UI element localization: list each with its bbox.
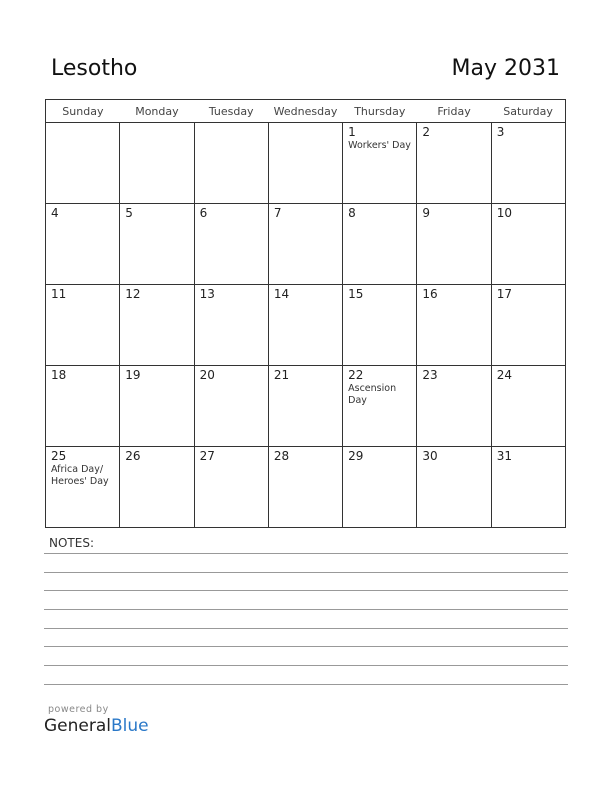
day-cell bbox=[46, 366, 120, 447]
day-cell bbox=[268, 204, 342, 285]
weekday-tuesday: Tuesday bbox=[194, 100, 268, 123]
holiday-label: Ascension Day bbox=[348, 383, 397, 406]
weekday-friday: Friday bbox=[417, 100, 491, 123]
day-number: 16 bbox=[422, 287, 438, 301]
day-cell bbox=[343, 447, 417, 528]
day-cell bbox=[194, 447, 268, 528]
note-line bbox=[44, 665, 568, 666]
day-number: 23 bbox=[422, 368, 438, 382]
day-cell bbox=[120, 447, 194, 528]
brand-name bbox=[44, 716, 149, 736]
week-row bbox=[46, 447, 566, 528]
day-cell bbox=[343, 285, 417, 366]
week-row bbox=[46, 366, 566, 447]
day-cell bbox=[194, 204, 268, 285]
day-cell bbox=[491, 204, 565, 285]
day-number: 24 bbox=[496, 368, 512, 382]
empty-day-cell bbox=[120, 123, 194, 204]
day-cell bbox=[417, 285, 491, 366]
day-cell bbox=[343, 123, 417, 204]
holiday-label: Africa Day/ Heroes' Day bbox=[51, 464, 109, 487]
day-cell bbox=[417, 366, 491, 447]
day-number: 13 bbox=[199, 287, 215, 301]
day-number: 26 bbox=[125, 449, 141, 463]
day-cell bbox=[417, 123, 491, 204]
empty-day-cell bbox=[194, 123, 268, 204]
weekday-saturday: Saturday bbox=[491, 100, 565, 123]
day-cell bbox=[120, 366, 194, 447]
weekday-thursday: Thursday bbox=[343, 100, 417, 123]
day-number: 8 bbox=[348, 206, 356, 220]
weekday-wednesday: Wednesday bbox=[268, 100, 342, 123]
day-number: 4 bbox=[51, 206, 59, 220]
day-cell bbox=[46, 285, 120, 366]
day-cell bbox=[268, 285, 342, 366]
day-cell bbox=[268, 447, 342, 528]
country-title: Lesotho bbox=[51, 56, 138, 81]
day-cell bbox=[417, 204, 491, 285]
note-line bbox=[44, 609, 568, 610]
note-line bbox=[44, 572, 568, 573]
weekday-monday: Monday bbox=[120, 100, 194, 123]
week-row bbox=[46, 285, 566, 366]
day-cell bbox=[268, 366, 342, 447]
day-cell bbox=[46, 447, 120, 528]
day-cell bbox=[417, 447, 491, 528]
day-number: 6 bbox=[199, 206, 208, 220]
day-number: 7 bbox=[273, 206, 282, 220]
empty-day-cell bbox=[46, 123, 120, 204]
brand-general: General bbox=[44, 716, 111, 736]
day-number: 5 bbox=[125, 206, 133, 220]
day-number: 31 bbox=[496, 449, 512, 463]
powered-by-text: powered by bbox=[48, 704, 109, 715]
day-number: 15 bbox=[348, 287, 364, 301]
day-number: 22 bbox=[348, 368, 364, 382]
day-number: 3 bbox=[496, 125, 505, 139]
day-number: 28 bbox=[273, 449, 290, 463]
week-row bbox=[46, 204, 566, 285]
day-cell bbox=[491, 366, 565, 447]
day-number: 11 bbox=[51, 287, 67, 301]
day-number: 25 bbox=[51, 449, 67, 463]
generalblue-logo bbox=[44, 704, 149, 736]
day-cell bbox=[120, 204, 194, 285]
day-number: 21 bbox=[273, 368, 290, 382]
day-cell bbox=[343, 366, 417, 447]
notes-label: NOTES: bbox=[49, 536, 94, 550]
holiday-label: Workers' Day bbox=[348, 140, 411, 151]
day-number: 1 bbox=[348, 125, 356, 139]
day-cell bbox=[120, 285, 194, 366]
day-number: 30 bbox=[422, 449, 438, 463]
note-line bbox=[44, 684, 568, 685]
day-number: 10 bbox=[496, 206, 512, 220]
day-cell bbox=[343, 204, 417, 285]
note-line bbox=[44, 646, 568, 647]
day-number: 19 bbox=[125, 368, 141, 382]
day-number: 2 bbox=[422, 125, 431, 139]
month-year-title: May 2031 bbox=[451, 56, 560, 81]
day-number: 27 bbox=[199, 449, 215, 463]
day-cell bbox=[194, 366, 268, 447]
day-cell bbox=[491, 285, 565, 366]
day-number: 18 bbox=[51, 368, 67, 382]
empty-day-cell bbox=[268, 123, 342, 204]
day-number: 20 bbox=[199, 368, 215, 382]
day-number: 17 bbox=[496, 287, 512, 301]
day-number: 29 bbox=[348, 449, 364, 463]
weekday-sunday: Sunday bbox=[46, 100, 120, 123]
day-cell bbox=[194, 285, 268, 366]
note-line bbox=[44, 628, 568, 629]
calendar-grid bbox=[45, 99, 566, 528]
note-line bbox=[44, 553, 568, 554]
brand-blue: Blue bbox=[111, 716, 149, 736]
weekday-header-row bbox=[46, 100, 566, 123]
day-number: 9 bbox=[422, 206, 431, 220]
note-line bbox=[44, 590, 568, 591]
day-cell bbox=[46, 204, 120, 285]
day-cell bbox=[491, 447, 565, 528]
day-cell bbox=[491, 123, 565, 204]
day-number: 12 bbox=[125, 287, 141, 301]
week-row bbox=[46, 123, 566, 204]
day-number: 14 bbox=[273, 287, 290, 301]
